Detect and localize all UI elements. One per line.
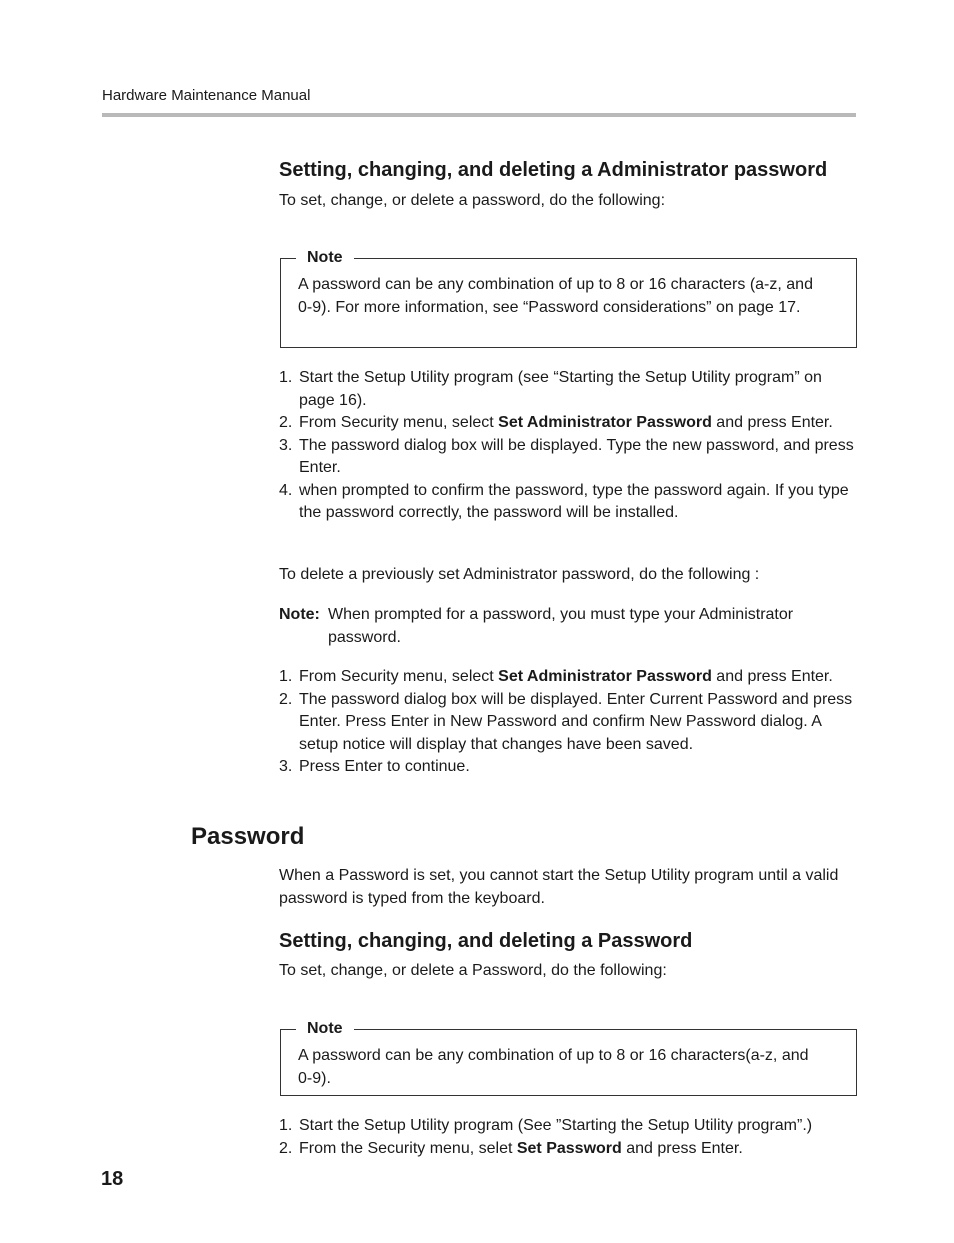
note-label: Note: xyxy=(279,606,320,623)
list-item: 1. Start the Setup Utility program (See ”Starting the Setup Utility program”.) xyxy=(279,1117,813,1134)
admin-set-steps xyxy=(279,367,859,525)
password-section-heading: Password xyxy=(191,823,305,850)
list-item: 3. Press Enter to continue. xyxy=(279,758,470,775)
admin-note-box xyxy=(280,249,857,348)
admin-intro-text: To set, change, or delete a password, do the following: xyxy=(279,192,666,209)
password-set-steps xyxy=(279,1115,869,1160)
note-label: Note xyxy=(296,1018,354,1040)
list-item: 1. From Security menu, select Set Administrator Password and press Enter. xyxy=(279,668,833,685)
delete-intro-text: To delete a previously set Administrator password, do the following : xyxy=(279,566,760,583)
delete-note xyxy=(279,604,857,649)
note-text: When prompted for a password, you must type your Administrator password. xyxy=(328,606,794,646)
list-item: 2. The password dialog box will be displayed. Enter Current Password and press Enter. Press Enter in New Password and confirm New Password dialog. A setup notice will display that changes have been saved. xyxy=(279,690,853,753)
password-intro-text: To set, change, or delete a Password, do the following: xyxy=(279,962,667,979)
header-rule xyxy=(102,113,856,117)
note-label: Note xyxy=(296,247,354,269)
password-subheading: Setting, changing, and deleting a Password xyxy=(279,930,693,952)
admin-delete-steps xyxy=(279,666,859,779)
list-item: 2. From the Security menu, selet Set Password and press Enter. xyxy=(279,1139,743,1157)
list-item: 2. From Security menu, select Set Administrator Password and press Enter. xyxy=(279,414,833,431)
password-note-box xyxy=(280,1020,857,1096)
admin-password-heading: Setting, changing, and deleting a Administrator password xyxy=(279,159,828,181)
list-item: 1. Start the Setup Utility program (see “Starting the Setup Utility program” on page 16). xyxy=(279,369,822,409)
list-item: 3. The password dialog box will be displayed. Type the new password, and press Enter. xyxy=(279,436,854,476)
list-item: 4. when prompted to confirm the password, type the password again. If you type the password correctly, the password will be installed. xyxy=(279,481,849,521)
running-header: Hardware Maintenance Manual xyxy=(102,87,311,104)
page-number: 18 xyxy=(101,1168,124,1190)
note-text: A password can be any combination of up to 8 or 16 characters (a-z, and 0-9). For more information, see “Password considerations” on page 17. xyxy=(298,276,813,316)
note-text: A password can be any combination of up to 8 or 16 characters(a-z, and 0-9). xyxy=(298,1047,809,1087)
password-body-text: When a Password is set, you cannot start the Setup Utility program until a valid password is typed from the keyboard. xyxy=(279,867,839,907)
